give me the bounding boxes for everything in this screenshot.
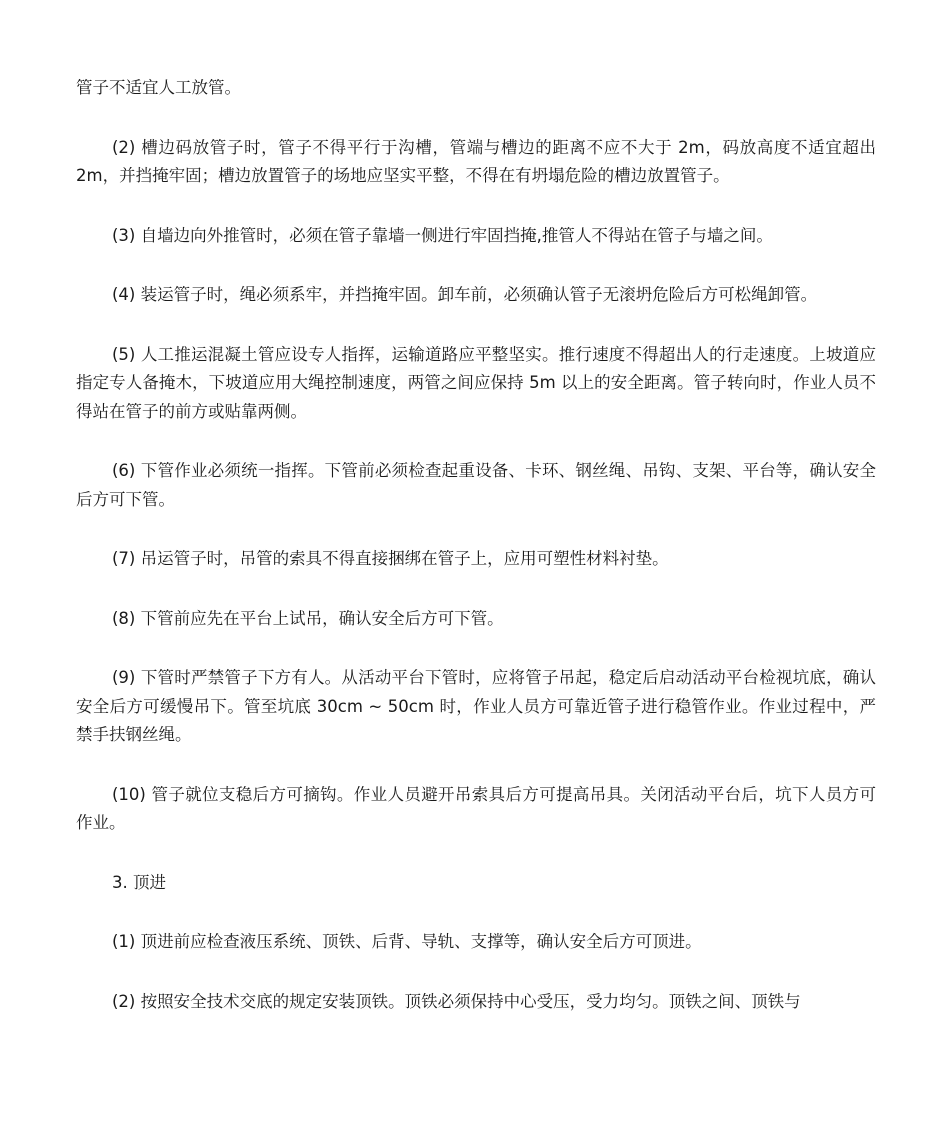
paragraph-item-8: (8) 下管前应先在平台上试吊，确认安全后方可下管。 (112, 608, 504, 628)
paragraph-item-5: (5) 人工推运混凝土管应设专人指挥，运输道路应平整坚实。推行速度不得超出人的行走速度。上坡道应指定专人备掩木，下坡道应用大绳控制速度，两管之间应保持 5m 以上的安全距离。管子转向时，作业人员不得站在管子的前方或贴靠两侧。 (76, 344, 876, 421)
paragraph-jacking-1: (1) 顶进前应检查液压系统、顶铁、后背、导轨、支撑等，确认安全后方可顶进。 (112, 932, 702, 951)
paragraph-item-9: (9) 下管时严禁管子下方有人。从活动平台下管时，应将管子吊起，稳定后启动活动平台检视坑底，确认安全后方可缓慢吊下。管至坑底 30cm ~ 50cm 时，作业人员方可靠近管子进行稳管作业。作业过程中，严禁手扶钢丝绳。 (76, 668, 876, 744)
paragraph-item-10: (10) 管子就位支稳后方可摘钩。作业人员避开吊索具后方可提高吊具。关闭活动平台后，坑下人员方可作业。 (76, 784, 876, 832)
document-page (76, 74, 876, 1016)
paragraph-item-3: (3) 自墙边向外推管时，必须在管子靠墙一侧进行牢固挡掩,推管人不得站在管子与墙之间。 (112, 225, 773, 245)
paragraph-item-7: (7) 吊运管子时，吊管的索具不得直接捆绑在管子上，应用可塑性材料衬垫。 (112, 549, 669, 568)
paragraph-jacking-2: (2) 按照安全技术交底的规定安装顶铁。顶铁必须保持中心受压，受力均匀。顶铁之间、顶铁与 (112, 991, 801, 1011)
paragraph-continuation: 管子不适宜人工放管。 (76, 78, 241, 97)
section-heading: 3. 顶进 (112, 872, 166, 892)
paragraph-item-6: (6) 下管作业必须统一指挥。下管前必须检查起重设备、卡环、钢丝绳、吊钩、支架、平台等，确认安全后方可下管。 (76, 461, 876, 509)
paragraph-item-4: (4) 装运管子时，绳必须系牢，并挡掩牢固。卸车前，必须确认管子无滚坍危险后方可松绳卸管。 (112, 285, 818, 304)
paragraph-item-2: (2) 槽边码放管子时，管子不得平行于沟槽，管端与槽边的距离不应不大于 2m，码放高度不适宜超出 2m，并挡掩牢固；槽边放置管子的场地应坚实平整，不得在有坍塌危险的槽边放置管子。 (76, 137, 876, 185)
